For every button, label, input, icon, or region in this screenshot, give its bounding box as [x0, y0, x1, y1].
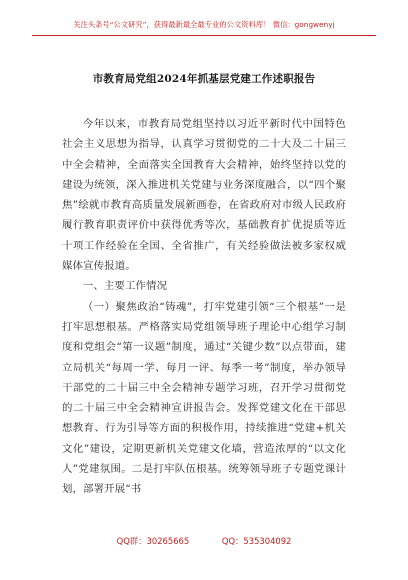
intro-paragraph: 今年以来，市教育局党组坚持以习近平新时代中国特色社会主义思想为指导，认真学习贯彻党的二十大及二十届三中全会精神，全面落实全国教育大会精神，始终坚持以党的建设为统领，深入推进机关党建与业务深度融合，以“四个聚焦”绘就市教育高质量发展新画卷，在省政府对市级人民政府履行教育职责评价中获得优秀等次，基础教育扩优提质等近十项工作经验在全国、全省推广，有关经验做法被多家权威媒体宣传报道。 [62, 118, 346, 273]
section-heading: 一、主要工作情况 [82, 280, 168, 293]
qq-group-label: QQ群： [116, 536, 147, 546]
document-body [62, 114, 346, 500]
qq-group-number: 30265665 [146, 536, 190, 546]
qq-label: QQ： [221, 536, 244, 546]
qq-number: 535304092 [243, 536, 292, 546]
footer-contact [0, 535, 408, 547]
qq-group [117, 536, 190, 546]
document-title: 市教育局党组2024年抓基层党建工作述职报告 [92, 73, 316, 85]
header-banner: 关注头条号“公文研究”，获得最新最全最专业的公文资料库！ 微信：gongwenyj [73, 20, 335, 29]
qq-contact [222, 536, 292, 546]
header-divider [32, 35, 376, 36]
section-paragraph: （一）聚焦政治“铸魂”，打牢党建引领“三个根基”一是打牢思想根基。严格落实局党组领导班子理论中心组学习制度和党组会“第一议题”制度，通过“关键少数”以点带面，建立局机关“每周一学、每月一评、每季一考”制度，举办领导干部党的二十届三中全会精神专题学习班，召开学习贯彻党的二十届三中全会精神宣讲报告会。发挥党建文化在干部思想教育、行为引导等方面的积极作用，持续推进“党建+机关文化”建设，定期更新机关党建文化墙，营造浓厚的“以文化人”党建氛围。二是打牢队伍根基。统筹领导班子专题党课计划，部署开展“书 [62, 300, 346, 496]
